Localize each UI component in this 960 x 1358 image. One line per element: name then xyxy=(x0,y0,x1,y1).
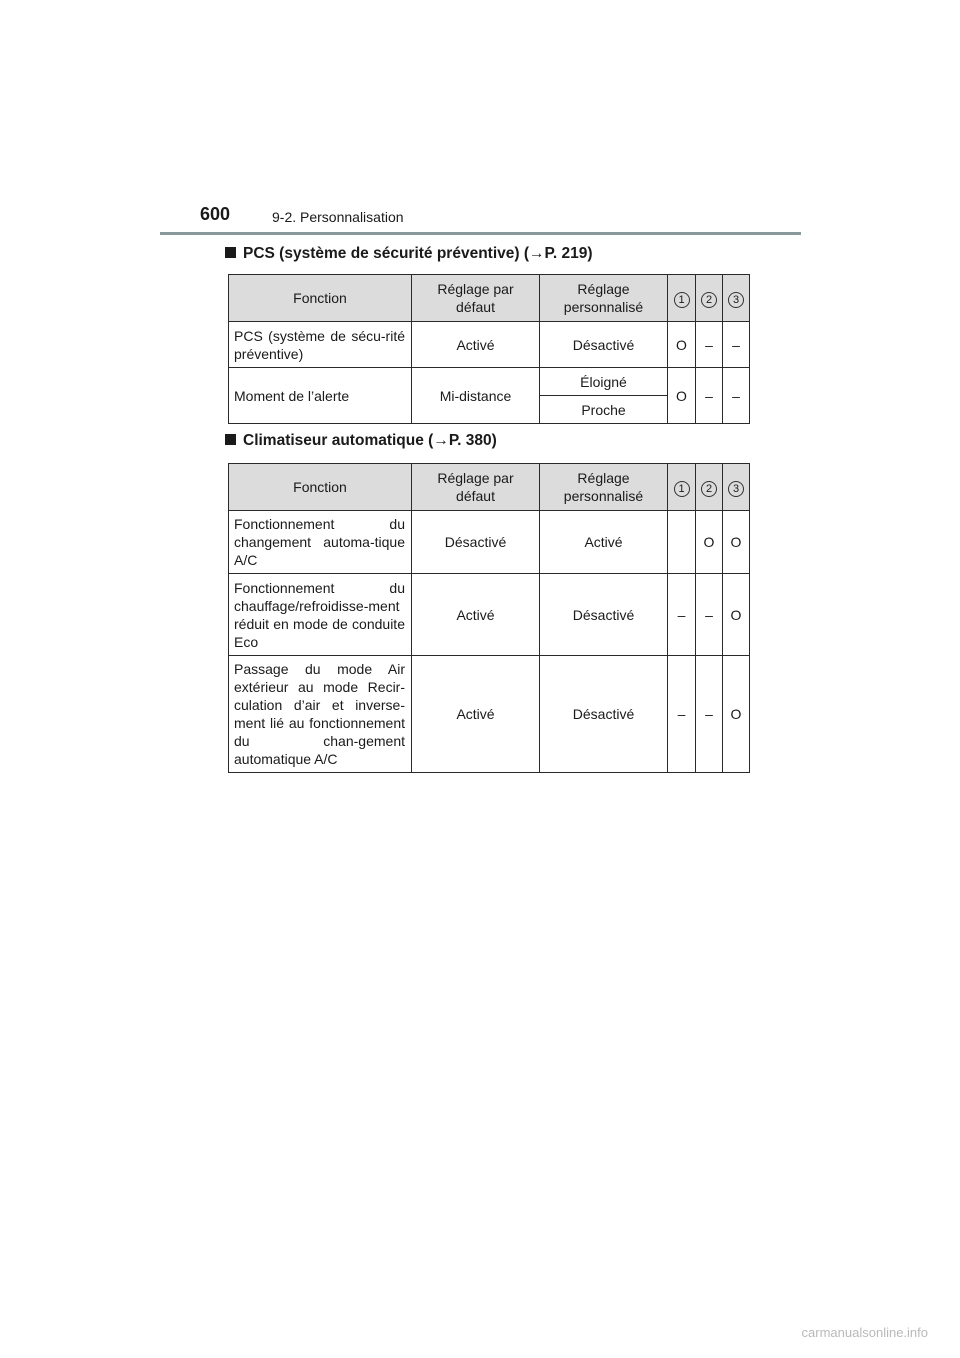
cell-c3: O xyxy=(723,574,750,656)
cell-custom: Désactivé xyxy=(540,574,668,656)
header-2 xyxy=(696,464,723,511)
cell-function: PCS (système de sécu-rité préventive) xyxy=(229,322,412,368)
cell-c3: O xyxy=(723,656,750,773)
cell-function: Passage du mode Air extérieur au mode Recir-culation d’air et inverse-ment lié au fonctionnement du chan-gement automatique A/C xyxy=(229,656,412,773)
cell-c3: – xyxy=(723,368,750,424)
cell-default: Mi-distance xyxy=(412,368,540,424)
cell-function: Fonctionnement du changement automa-tique A/C xyxy=(229,511,412,574)
header-1 xyxy=(668,464,696,511)
header-fonction: Fonction xyxy=(229,464,412,511)
table-header-row xyxy=(229,275,750,322)
circled-2-icon: 2 xyxy=(701,481,717,497)
cell-c3: – xyxy=(723,322,750,368)
cell-c1: – xyxy=(668,574,696,656)
header-1 xyxy=(668,275,696,322)
cell-c2: – xyxy=(696,368,723,424)
header-custom: Réglage personnalisé xyxy=(540,464,668,511)
circled-3-icon: 3 xyxy=(728,292,744,308)
table-header-row xyxy=(229,464,750,511)
cell-default: Activé xyxy=(412,574,540,656)
cell-custom: Désactivé xyxy=(540,322,668,368)
cell-default: Activé xyxy=(412,656,540,773)
cell-c2: O xyxy=(696,511,723,574)
section-title-pcs xyxy=(225,245,592,263)
header-rule xyxy=(160,232,801,235)
header-3 xyxy=(723,275,750,322)
table-row xyxy=(229,574,750,656)
header-fonction: Fonction xyxy=(229,275,412,322)
circled-3-icon: 3 xyxy=(728,481,744,497)
cell-c2: – xyxy=(696,574,723,656)
cell-c2: – xyxy=(696,322,723,368)
cell-custom: Désactivé xyxy=(540,656,668,773)
cell-custom-a: Éloigné xyxy=(540,368,668,396)
cell-function: Moment de l’alerte xyxy=(229,368,412,424)
cell-c1 xyxy=(668,511,696,574)
section-title-text: PCS (système de sécurité préventive) (→P. 219) xyxy=(243,245,593,262)
header-default: Réglage par défaut xyxy=(412,275,540,322)
header-3 xyxy=(723,464,750,511)
cell-c1: O xyxy=(668,322,696,368)
cell-custom: Activé xyxy=(540,511,668,574)
cell-default: Activé xyxy=(412,322,540,368)
cell-c1: O xyxy=(668,368,696,424)
table-row xyxy=(229,368,750,396)
cell-default: Désactivé xyxy=(412,511,540,574)
watermark-text: carmanualsonline.info xyxy=(801,1325,928,1340)
chapter-title: 9-2. Personnalisation xyxy=(272,209,404,225)
square-bullet-icon xyxy=(225,247,236,258)
table-row xyxy=(229,322,750,368)
page-number: 600 xyxy=(200,204,231,224)
cell-c3: O xyxy=(723,511,750,574)
header-custom: Réglage personnalisé xyxy=(540,275,668,322)
circled-1-icon: 1 xyxy=(674,292,690,308)
header-default: Réglage par défaut xyxy=(412,464,540,511)
climate-table xyxy=(228,463,750,773)
cell-function: Fonctionnement du chauffage/refroidisse-ment réduit en mode de conduite Eco xyxy=(229,574,412,656)
circled-1-icon: 1 xyxy=(674,481,690,497)
circled-2-icon: 2 xyxy=(701,292,717,308)
pcs-table xyxy=(228,274,750,424)
section-title-text: Climatiseur automatique (→P. 380) xyxy=(243,432,497,449)
table-row xyxy=(229,656,750,773)
header-2 xyxy=(696,275,723,322)
table-row xyxy=(229,511,750,574)
square-bullet-icon xyxy=(225,434,236,445)
cell-c1: – xyxy=(668,656,696,773)
cell-custom-b: Proche xyxy=(540,396,668,424)
cell-c2: – xyxy=(696,656,723,773)
section-title-climate xyxy=(225,432,497,450)
